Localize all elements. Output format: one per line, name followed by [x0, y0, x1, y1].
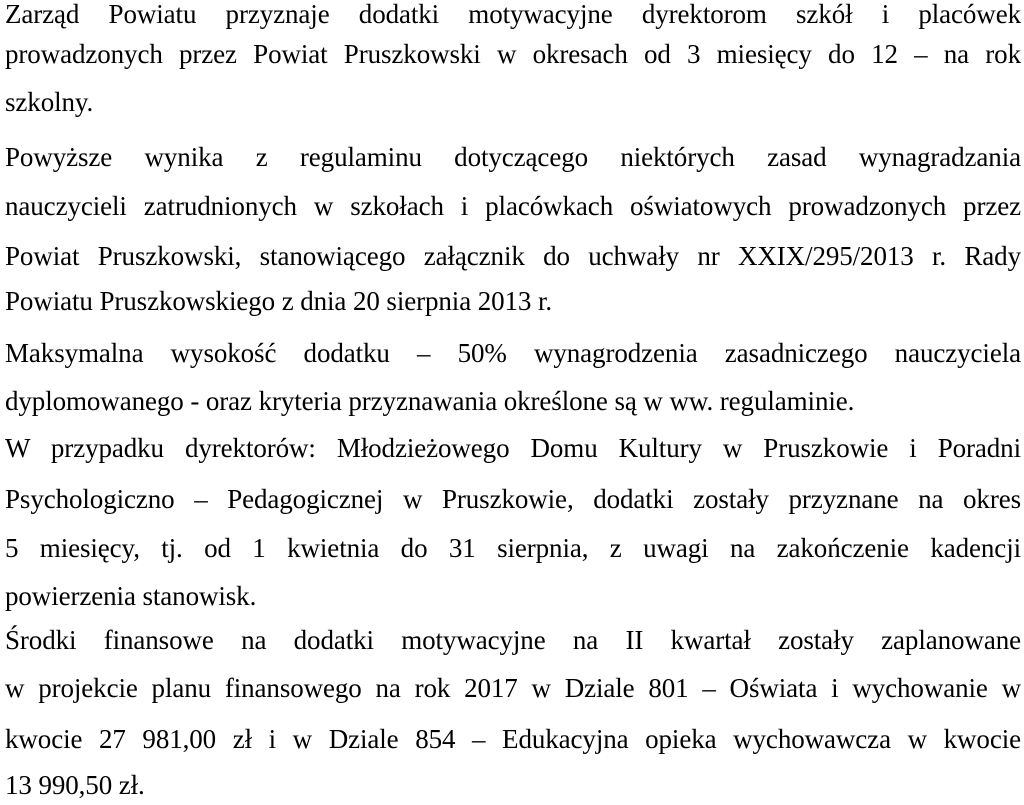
paragraph-4-line-3: 5 miesięcy, tj. od 1 kwietnia do 31 sierpnia, z uwagi na zakończenie kadencji: [5, 533, 1021, 563]
paragraph-2-line-2: nauczycieli zatrudnionych w szkołach i placówkach oświatowych prowadzonych przez: [5, 191, 1021, 221]
paragraph-5-line-4: 13 990,50 zł.: [5, 770, 145, 800]
paragraph-5-line-2: w projekcie planu finansowego na rok 2017 w Dziale 801 – Oświata i wychowanie w: [5, 673, 1021, 703]
paragraph-4-line-4: powierzenia stanowisk.: [5, 581, 257, 611]
paragraph-4-line-1: W przypadku dyrektorów: Młodzieżowego Domu Kultury w Pruszkowie i Poradni: [5, 433, 1021, 463]
paragraph-4-line-2: Psychologiczno – Pedagogicznej w Pruszkowie, dodatki zostały przyznane na okres: [5, 484, 1021, 514]
paragraph-5-line-3: kwocie 27 981,00 zł i w Dziale 854 – Edukacyjna opieka wychowawcza w kwocie: [5, 724, 1021, 754]
paragraph-1-line-2: prowadzonych przez Powiat Pruszkowski w okresach od 3 miesięcy do 12 – na rok: [5, 39, 1021, 69]
paragraph-2-line-4: Powiatu Pruszkowskiego z dnia 20 sierpnia 2013 r.: [5, 286, 553, 316]
paragraph-3-line-2: dyplomowanego - oraz kryteria przyznawania określone są w ww. regulaminie.: [5, 386, 855, 416]
paragraph-1-line-3: szkolny.: [5, 87, 94, 117]
paragraph-2-line-3: Powiat Pruszkowski, stanowiącego załącznik do uchwały nr XXIX/295/2013 r. Rady: [5, 241, 1021, 271]
paragraph-5-line-1: Środki finansowe na dodatki motywacyjne na II kwartał zostały zaplanowane: [5, 625, 1021, 655]
paragraph-1-line-1: Zarząd Powiatu przyznaje dodatki motywacyjne dyrektorom szkół i placówek: [5, 0, 1021, 29]
paragraph-3-line-1: Maksymalna wysokość dodatku – 50% wynagrodzenia zasadniczego nauczyciela: [5, 338, 1021, 368]
paragraph-2-line-1: Powyższe wynika z regulaminu dotyczącego niektórych zasad wynagradzania: [5, 142, 1021, 172]
